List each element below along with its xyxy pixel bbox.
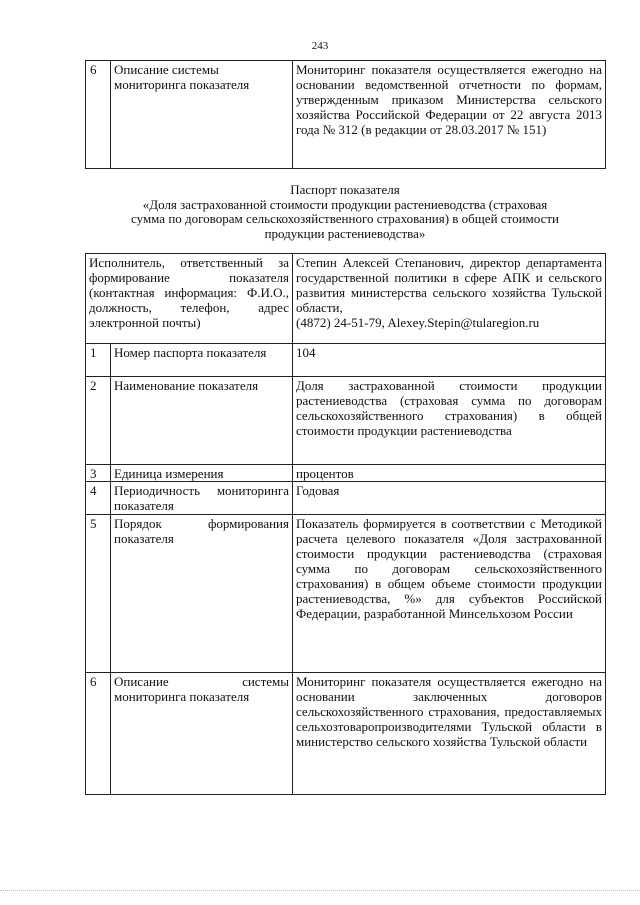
executor-label: Исполнитель, ответственный за формирование показателя (контактная информация: Ф.И.О., должность, телефон, адрес электронной почты) — [86, 254, 293, 344]
row-number: 4 — [86, 482, 111, 515]
row-value: Мониторинг показателя осуществляется ежегодно на основании ведомственной отчетности по формам, утвержденным приказом Министерства сельского хозяйства Российской Федерации от 22 августа 2013 года № 312 (в редакции от 28.03.2017 № 151) — [293, 61, 606, 169]
passport-subtitle-line: «Доля застрахованной стоимости продукции растениеводства (страховая — [142, 196, 548, 212]
table-row — [86, 673, 606, 795]
row-number: 1 — [86, 344, 111, 377]
table-row — [86, 482, 606, 515]
row-label: Периодичность мониторинга показателя — [111, 482, 293, 515]
row-number: 5 — [86, 515, 111, 673]
row-label: Номер паспорта показателя — [111, 344, 293, 377]
row-label: Описание системы мониторинга показателя — [111, 61, 293, 169]
previous-passport-table-tail — [85, 60, 606, 169]
row-value: Годовая — [293, 482, 606, 515]
table-row — [86, 344, 606, 377]
page-number: 243 — [311, 40, 329, 52]
row-number: 2 — [86, 377, 111, 465]
row-label: Единица измерения — [111, 465, 293, 482]
scan-edge-divider — [0, 890, 640, 891]
passport-subtitle-line: продукции растениеводства» — [264, 225, 426, 241]
row-label: Наименование показателя — [111, 377, 293, 465]
indicator-passport-table — [85, 253, 606, 795]
row-number: 3 — [86, 465, 111, 482]
executor-row — [86, 254, 606, 344]
executor-contact-line: (4872) 24-51-79, Alexey.Stepin@tularegion.ru — [296, 315, 540, 330]
row-value: Мониторинг показателя осуществляется ежегодно на основании заключенных договоров сельскохозяйственного страхования, предоставляемых сельхозтоваропроизводителями Тульской области в министерство сельского хозяйства Тульской области — [293, 673, 606, 795]
row-value: Доля застрахованной стоимости продукции растениеводства (страховая сумма по договорам сельскохозяйственного страхования) в общей стоимости продукции растениеводства — [293, 377, 606, 465]
row-value: 104 — [293, 344, 606, 377]
passport-title: Паспорт показателя — [290, 182, 400, 197]
row-number: 6 — [86, 673, 111, 795]
executor-name-line: Степин Алексей Степанович, директор департамента государственной политики в сфере АПК и сельского развития министерства сельского хозяйства Тульской области, — [296, 255, 602, 315]
row-number: 6 — [86, 61, 111, 169]
passport-subtitle-line: сумма по договорам сельскохозяйственного страхования) в общей стоимости — [131, 211, 559, 226]
row-value: Показатель формируется в соответствии с Методикой расчета целевого показателя «Доля застрахованной стоимости продукции растениеводства (страховая сумма по договорам сельскохозяйственного страхования) в общем объеме стоимости продукции растениеводства, %» для субъектов Российской Федерации, разработанной Минсельхозом России — [293, 515, 606, 673]
executor-value — [293, 254, 606, 344]
table-row — [86, 465, 606, 482]
row-label: Описание системы мониторинга показателя — [111, 673, 293, 795]
table-row — [86, 61, 606, 169]
row-value: процентов — [293, 465, 606, 482]
passport-heading — [85, 183, 605, 241]
table-row — [86, 515, 606, 673]
table-row — [86, 377, 606, 465]
row-label: Порядок формирования показателя — [111, 515, 293, 673]
